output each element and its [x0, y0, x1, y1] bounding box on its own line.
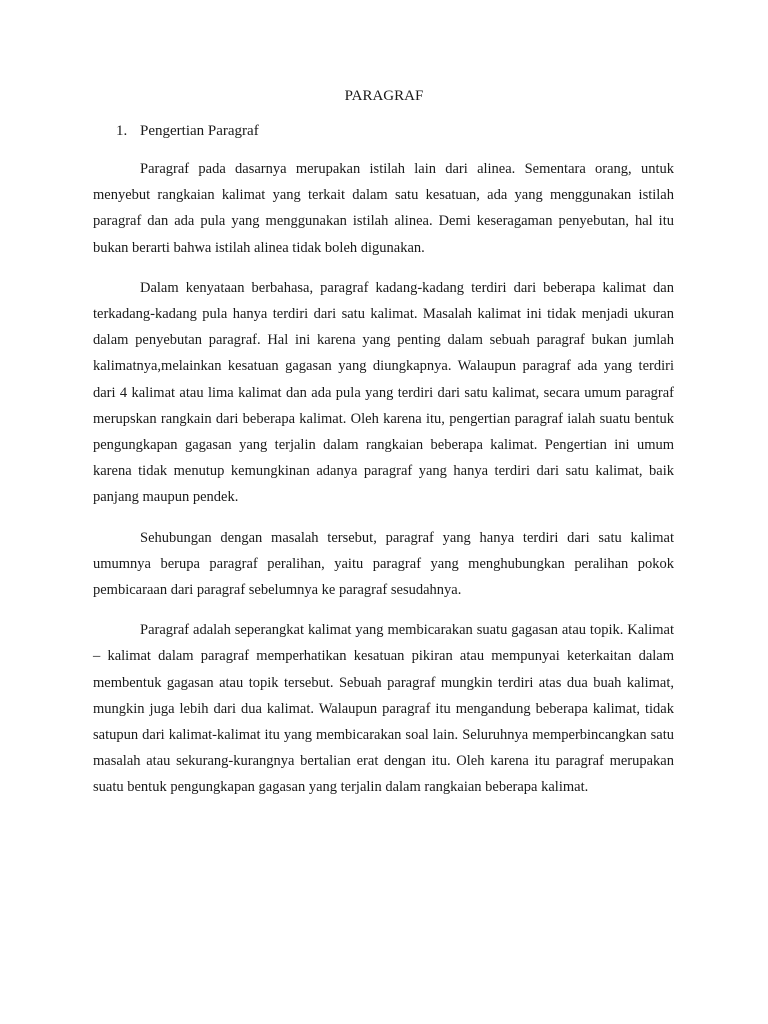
section-heading-text: Pengertian Paragraf	[140, 123, 259, 139]
body-text	[93, 156, 674, 815]
paragraph-4: Paragraf adalah seperangkat kalimat yang membicarakan suatu gagasan atau topik. Kalimat – kalimat dalam paragraf memperhatikan kesatuan pikiran atau mempunyai keterkaitan dalam membentuk gagasan atau topik tersebut. Sebuah paragraf mungkin terdiri atas dua buah kalimat, mungkin juga lebih dari dua kalimat. Walaupun paragraf itu mengandung beberapa kalimat, tidak satupun dari kalimat-kalimat itu yang membicarakan soal lain. Seluruhnya memperbincangkan satu masalah atau sekurang-kurangnya bertalian erat dengan itu. Oleh karena itu paragraf merupakan suatu bentuk pengungkapan gagasan yang terjalin dalam rangkaian beberapa kalimat.	[93, 622, 674, 796]
page-title: PARAGRAF	[344, 88, 424, 104]
section-heading	[116, 121, 259, 141]
paragraph-3: Sehubungan dengan masalah tersebut, paragraf yang hanya terdiri dari satu kalimat umumnya berupa paragraf peralihan, yaitu paragraf yang menghubungkan peralihan pokok pembicaraan dari paragraf sebelumnya ke paragraf sesudahnya.	[93, 529, 674, 599]
section-number: 1.	[116, 123, 128, 139]
paragraph-1: Paragraf pada dasarnya merupakan istilah lain dari alinea. Sementara orang, untuk menyebut rangkaian kalimat yang terkait dalam satu kesatuan, ada yang menggunakan istilah paragraf dan ada pula yang menggunakan istilah alinea. Demi keseragaman penyebutan, hal itu bukan berarti bahwa istilah alinea tidak boleh digunakan.	[93, 161, 674, 256]
paragraph-2: Dalam kenyataan berbahasa, paragraf kadang-kadang terdiri dari beberapa kalimat dan terkadang-kadang pula hanya terdiri dari satu kalimat. Masalah kalimat ini tidak menjadi ukuran dalam penyebutan paragraf. Hal ini karena yang penting dalam sebuah paragraf bukan jumlah kalimatnya,melainkan kesatuan gagasan yang diungkapnya. Walaupun paragraf ada yang terdiri dari 4 kalimat atau lima kalimat dan ada pula yang terdiri dari satu kalimat, secara umum paragraf merupskan rangkain dari beberapa kalimat. Oleh karena itu, pengertian paragraf ialah suatu bentuk pengungkapan gagasan yang terjalin dalam rangkaian beberapa kalimat. Pengertian ini umum karena tidak menutup kemungkinan adanya paragraf yang hanya terdiri dari satu kalimat, baik panjang maupun pendek.	[93, 279, 674, 506]
